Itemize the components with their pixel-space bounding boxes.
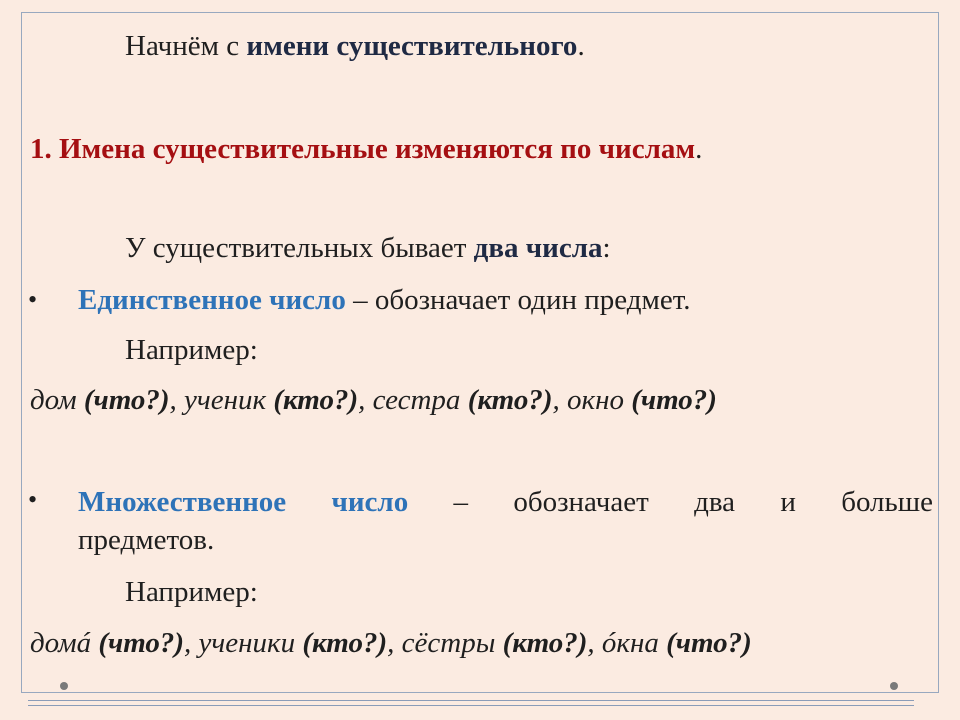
singular-example-label: Например: (125, 334, 258, 366)
example-question: (что?) (666, 627, 752, 659)
example-question: (кто?) (467, 384, 553, 416)
two-numbers-suffix: : (602, 232, 611, 264)
example-word: сёстры (401, 627, 503, 659)
example-word: окно (567, 384, 632, 416)
bullet-plural: • (28, 485, 38, 514)
example-word: дом (30, 384, 84, 416)
example-question: (что?) (631, 384, 717, 416)
example-question: (кто?) (273, 384, 359, 416)
bottom-rule-upper (28, 700, 914, 701)
rule-heading-text: 1. Имена существительные изменяются по числам (30, 133, 696, 165)
singular-term: Единственное число (78, 284, 346, 316)
rule-heading-suffix: . (695, 133, 703, 165)
corner-dot-right (890, 682, 898, 690)
example-separator: , (387, 627, 402, 659)
corner-dot-left (60, 682, 68, 690)
plural-def-word: больше (841, 486, 933, 518)
singular-definition-text: – обозначает один предмет. (345, 284, 691, 316)
plural-def-word: два (694, 486, 736, 518)
intro-bold-term: имени существительного (246, 30, 578, 62)
example-separator: , (169, 384, 185, 416)
example-word: ученик (184, 384, 274, 416)
bullet-singular: • (28, 285, 38, 314)
two-numbers-bold: два числа (473, 232, 603, 264)
example-word: ученики (198, 627, 303, 659)
plural-def-word: обозначает (513, 486, 649, 518)
plural-example-label: Например: (125, 576, 258, 608)
rule-heading (30, 132, 702, 166)
bottom-rule-lower (28, 705, 914, 706)
example-question: (кто?) (302, 627, 388, 659)
plural-definition-line-2: предметов. (78, 524, 215, 556)
plural-def-word: и (780, 486, 796, 518)
singular-examples (30, 383, 717, 417)
example-word: óкна (601, 627, 667, 659)
intro-sentence (125, 29, 585, 63)
example-word: домá (30, 627, 99, 659)
intro-suffix: . (577, 30, 585, 62)
plural-def-word: – (453, 486, 469, 518)
example-question: (что?) (83, 384, 170, 416)
plural-term-word-2: число (331, 486, 409, 518)
two-numbers-prefix: У существительных бывает (125, 232, 474, 264)
example-question: (кто?) (502, 627, 588, 659)
example-separator: , (184, 627, 199, 659)
plural-definition-line-1 (78, 483, 933, 521)
example-separator: , (358, 384, 373, 416)
example-question: (что?) (98, 627, 185, 659)
plural-term-word-1: Множественное (78, 486, 287, 518)
intro-prefix: Начнём с (125, 30, 247, 62)
singular-definition (78, 283, 690, 317)
plural-definition (78, 483, 933, 559)
example-separator: , (552, 384, 567, 416)
example-word: сестра (372, 384, 468, 416)
plural-examples (30, 626, 752, 660)
two-numbers-sentence (125, 231, 611, 265)
example-separator: , (587, 627, 602, 659)
